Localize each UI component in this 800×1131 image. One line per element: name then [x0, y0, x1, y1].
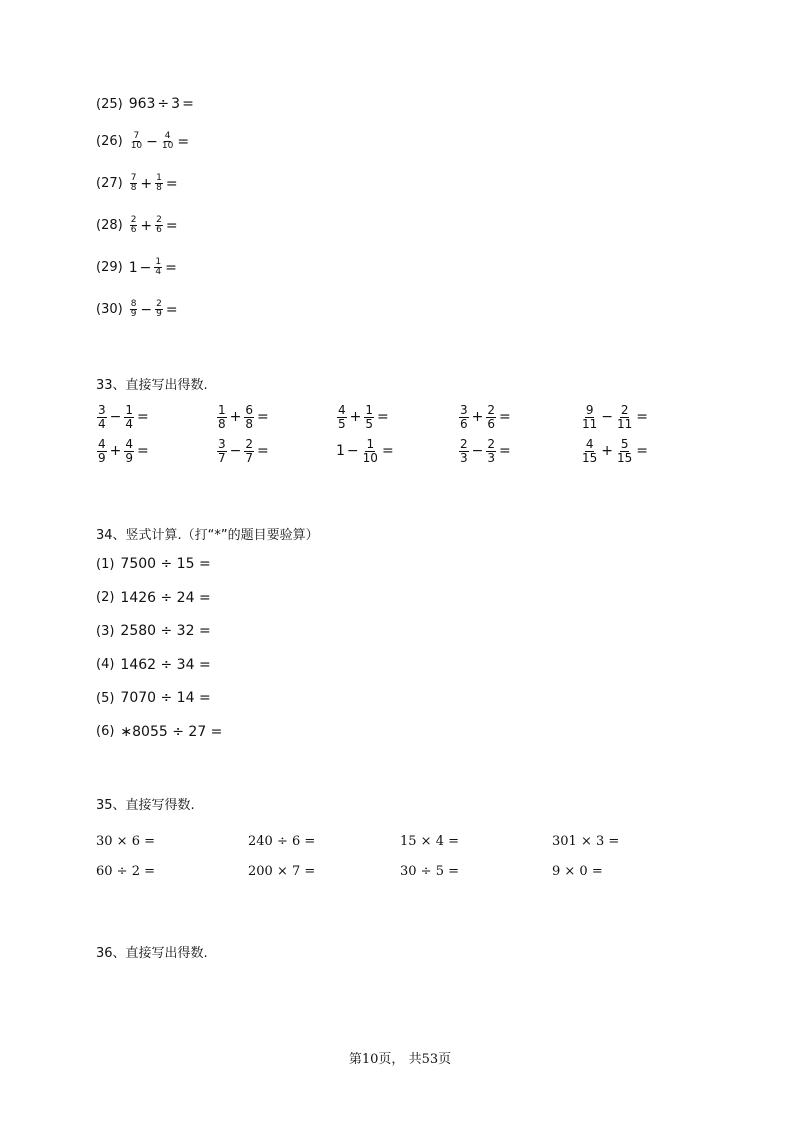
operator: ÷	[157, 96, 170, 112]
problem-25	[96, 96, 196, 112]
problem-label: (27)	[96, 176, 123, 192]
operator: +	[601, 443, 614, 460]
fraction: $\frac{2}{6}$	[130, 215, 137, 236]
arithmetic-problem: 301 × 3 =	[552, 834, 620, 849]
fraction: $\frac{9}{11}$	[582, 403, 598, 431]
question-33-title: 33、直接写出得数.	[96, 378, 208, 393]
fraction: $\frac{2}{6}$	[487, 403, 496, 431]
operator: −	[471, 443, 484, 460]
equals-sign: =	[257, 443, 269, 460]
fraction-problem	[216, 438, 271, 464]
operator: +	[229, 409, 242, 426]
fraction: $\frac{2}{9}$	[156, 299, 162, 320]
equals-sign: =	[165, 301, 178, 318]
equals-sign: =	[182, 96, 194, 112]
operand: 1	[336, 443, 345, 460]
arithmetic-problem: 200 × 7 =	[248, 864, 316, 879]
fraction: $\frac{3}{6}$	[460, 403, 468, 431]
fraction: $\frac{1}{8}$	[156, 173, 162, 194]
question-34-title: 34、竖式计算.（打“*”的题目要验算）	[96, 528, 319, 543]
problem-label: (4)	[96, 657, 115, 672]
equals-sign: =	[165, 175, 178, 192]
problem-label: (30)	[96, 302, 123, 318]
equals-sign: =	[177, 133, 190, 150]
equals-sign: =	[499, 409, 511, 426]
equals-sign: =	[257, 409, 269, 426]
fraction-problem	[580, 438, 650, 464]
equals-sign: =	[381, 443, 394, 460]
fraction: $\frac{1}{5}$	[365, 403, 374, 431]
problem-expression: 7500 ÷ 15 =	[120, 556, 211, 572]
operand: 3	[171, 96, 181, 112]
problem-expression: 1426 ÷ 24 =	[120, 589, 211, 606]
problem-30	[96, 300, 180, 320]
fraction: $\frac{6}{8}$	[245, 403, 254, 431]
equals-sign: =	[636, 443, 649, 460]
operator: −	[229, 443, 242, 460]
fraction: $\frac{2}{7}$	[245, 437, 254, 465]
division-problem	[96, 556, 211, 572]
problem-label: (25)	[96, 96, 123, 112]
division-problem	[96, 657, 211, 673]
problem-label: (2)	[96, 590, 115, 605]
fraction: $\frac{4}{5}$	[338, 403, 346, 431]
fraction-problem	[96, 438, 151, 464]
fraction-problem	[336, 404, 391, 430]
fraction: $\frac{3}{4}$	[98, 403, 106, 431]
fraction: $\frac{2}{3}$	[487, 437, 496, 465]
problem-label: (1)	[96, 556, 115, 572]
equals-sign: =	[636, 409, 649, 426]
arithmetic-problem: 240 ÷ 6 =	[248, 834, 316, 849]
fraction: $\frac{2}{3}$	[460, 437, 468, 465]
arithmetic-problem: 30 × 6 =	[96, 834, 155, 849]
arithmetic-problem: 15 × 4 =	[400, 834, 459, 849]
operator: +	[471, 409, 484, 426]
arithmetic-problem: 9 × 0 =	[552, 864, 603, 879]
division-problem	[96, 724, 222, 740]
problem-expression: ∗8055 ÷ 27 =	[120, 723, 223, 740]
equals-sign: =	[137, 443, 149, 460]
equals-sign: =	[137, 409, 149, 426]
fraction: $\frac{1}{10}$	[362, 437, 378, 465]
fraction: $\frac{4}{10}$	[161, 131, 174, 152]
equals-sign: =	[377, 409, 389, 426]
fraction-problem	[96, 404, 151, 430]
operand: 1	[128, 259, 138, 276]
fraction-problem	[336, 438, 396, 464]
problem-expression: 7070 ÷ 14 =	[120, 690, 211, 706]
fraction: $\frac{4}{15}$	[582, 437, 598, 465]
question-36-title: 36、直接写出得数.	[96, 946, 208, 961]
fraction: $\frac{7}{8}$	[130, 173, 137, 194]
division-problem	[96, 590, 211, 606]
operator: −	[139, 259, 152, 276]
problem-26	[96, 132, 191, 152]
fraction-problem	[458, 404, 513, 430]
equals-sign: =	[499, 443, 511, 460]
operator: +	[140, 175, 153, 192]
division-problem	[96, 623, 211, 639]
fraction: $\frac{7}{10}$	[130, 131, 143, 152]
fraction: $\frac{5}{15}$	[617, 437, 633, 465]
page-footer: 第10页， 共53页	[348, 1052, 452, 1067]
fraction: $\frac{4}{9}$	[125, 437, 134, 465]
operator: −	[140, 301, 153, 318]
problem-label: (29)	[96, 260, 123, 276]
fraction: $\frac{1}{4}$	[155, 257, 162, 278]
operator: +	[109, 443, 122, 460]
fraction: $\frac{2}{6}$	[156, 215, 162, 236]
question-35-title: 35、直接写得数.	[96, 798, 195, 813]
problem-27	[96, 174, 180, 194]
operator: +	[349, 409, 362, 426]
fraction-problem	[458, 438, 513, 464]
fraction-problem	[580, 404, 650, 430]
problem-28	[96, 216, 180, 236]
equals-sign: =	[165, 259, 177, 276]
fraction: $\frac{8}{9}$	[130, 299, 137, 320]
fraction-problem	[216, 404, 271, 430]
operator: −	[109, 409, 122, 426]
fraction: $\frac{3}{7}$	[218, 437, 226, 465]
division-problem	[96, 690, 211, 706]
arithmetic-problem: 30 ÷ 5 =	[400, 864, 459, 879]
problem-label: (3)	[96, 623, 115, 639]
problem-label: (5)	[96, 690, 115, 706]
fraction: $\frac{1}{4}$	[125, 403, 134, 431]
operator: −	[601, 409, 614, 426]
problem-label: (6)	[96, 724, 115, 739]
problem-expression: 1462 ÷ 34 =	[120, 656, 211, 673]
arithmetic-problem: 60 ÷ 2 =	[96, 864, 155, 879]
operator: −	[146, 133, 158, 150]
problem-label: (26)	[96, 134, 123, 150]
operator: −	[346, 443, 359, 460]
operand: 963	[128, 96, 156, 112]
fraction: $\frac{2}{11}$	[617, 403, 633, 431]
fraction: $\frac{4}{9}$	[98, 437, 106, 465]
fraction: $\frac{1}{8}$	[218, 403, 226, 431]
problem-expression: 2580 ÷ 32 =	[120, 623, 211, 639]
problem-label: (28)	[96, 218, 123, 234]
equals-sign: =	[165, 217, 178, 234]
operator: +	[140, 217, 153, 234]
problem-29	[96, 258, 179, 278]
